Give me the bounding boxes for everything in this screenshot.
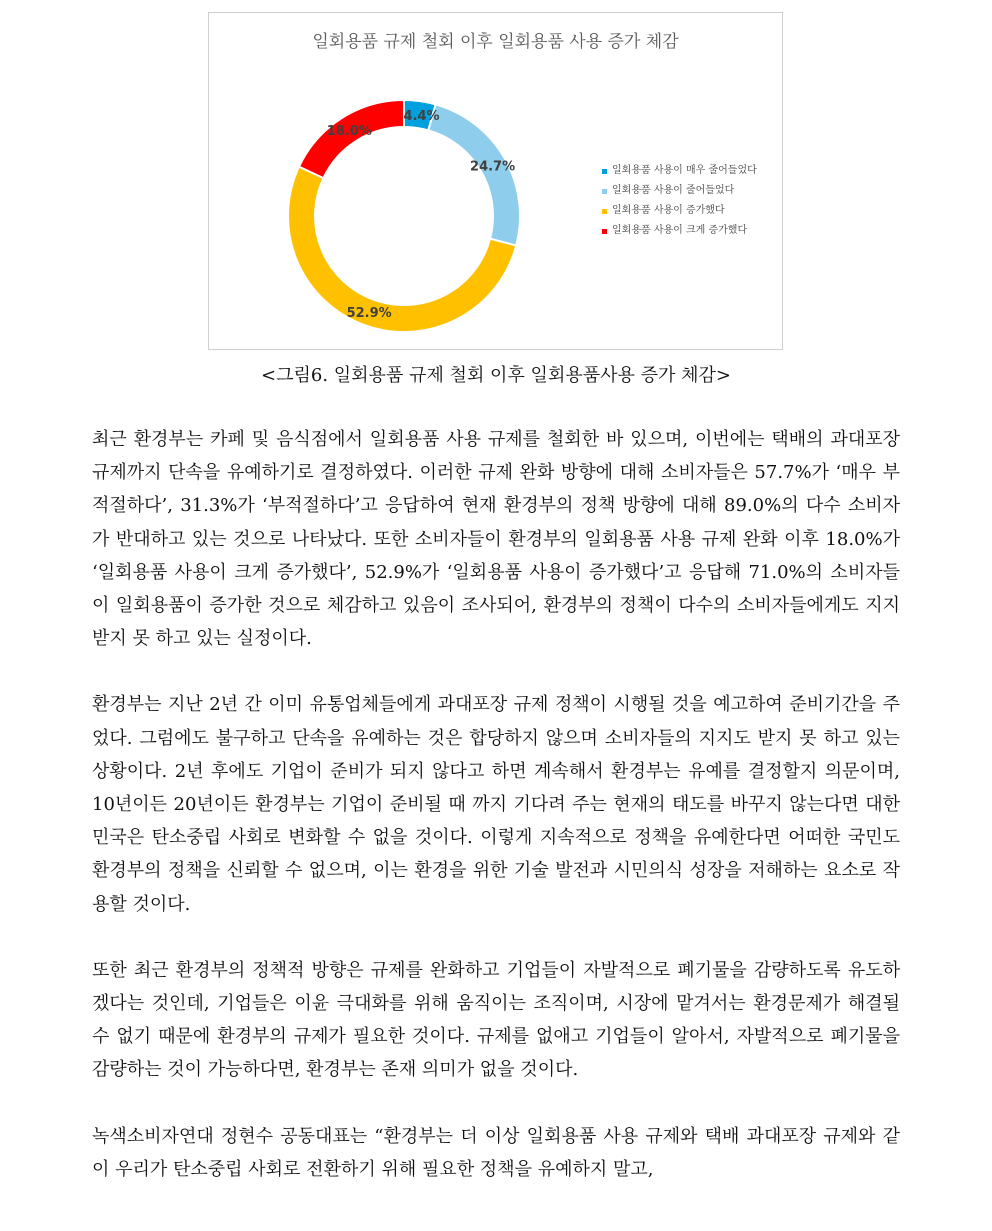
paragraph: 녹색소비자연대 정현수 공동대표는 “환경부는 더 이상 일회용품 사용 규제와 택배 과대포장 규제와 같이 우리가 탄소중립 사회로 전환하기 위해 필요한 정책을 유예하지 말고, [92,1125,900,1180]
legend-item [602,165,757,185]
donut-data-label: 52.9% [346,305,392,321]
figure-frame [208,12,783,350]
legend-label: 일회용품 사용이 크게 증가했다 [612,225,748,236]
donut-data-label: 4.4% [403,109,440,125]
paragraph: 환경부는 지난 2년 간 이미 유통업체들에게 과대포장 규제 정책이 시행될 것을 예고하여 준비기간을 주었다. 그럼에도 불구하고 단속을 유예하는 것은 합당하지 않으며 소비자들의 지지도 받지 못 하고 있는 상황이다. 2년 후에도 기업이 준비가 되지 않다고 하면 계속해서 환경부는 유예를 결정할지 의문이며, 10년이든 20년이든 환경부는 기업이 준비될 때 까지 기다려 주는 현재의 태도를 바꾸지 않는다면 대한민국은 탄소중립 사회로 변화할 수 없을 것이다. 이렇게 지속적으로 정책을 유예한다면 어떠한 국민도 환경부의 정책을 신뢰할 수 없으며, 이는 환경을 위한 기술 발전과 시민의식 성장을 저해하는 요소로 작용할 것이다. [92,694,900,915]
legend-label: 일회용품 사용이 줄어들었다 [612,185,735,196]
legend-swatch [602,169,607,174]
legend-item [602,225,757,245]
legend-label: 일회용품 사용이 매우 줄어들었다 [612,165,757,176]
paragraph: 최근 환경부는 카페 및 음식점에서 일회용품 사용 규제를 철회한 바 있으며, 이번에는 택배의 과대포장 규제까지 단속을 유예하기로 결정하였다. 이러한 규제 완화 방향에 대해 소비자들은 57.7%가 ‘매우 부적절하다’, 31.3%가 ‘부적절하다’고 응답하여 현재 환경부의 정책 방향에 대해 89.0%의 다수 소비자가 반대하고 있는 것으로 나타났다. 또한 소비자들이 환경부의 일회용품 사용 규제 완화 이후 18.0%가 ‘일회용품 사용이 크게 증가했다’, 52.9%가 ‘일회용품 사용이 증가했다’고 응답해 71.0%의 소비자들이 일회용품이 증가한 것으로 체감하고 있음이 조사되어, 환경부의 정책이 다수의 소비자들에게도 지지받지 못 하고 있는 실정이다. [92,429,900,650]
article-body [92,423,900,1219]
legend-label: 일회용품 사용이 증가했다 [612,205,725,216]
donut-data-label: 24.7% [470,159,516,175]
legend-item [602,205,757,225]
paragraph: 또한 최근 환경부의 정책적 방향은 규제를 완화하고 기업들이 자발적으로 폐기물을 감량하도록 유도하겠다는 것인데, 기업들은 이윤 극대화를 위해 움직이는 조직이며, 시장에 맡겨서는 환경문제가 해결될 수 없기 때문에 환경부의 규제가 필요한 것이다. 규제를 없애고 기업들이 알아서, 자발적으로 폐기물을 감량하는 것이 가능하다면, 환경부는 존재 의미가 없을 것이다. [92,959,900,1081]
legend-swatch [602,209,607,214]
donut-data-label: 18.0% [326,123,372,139]
donut-slice [428,104,520,245]
legend-item [602,185,757,205]
chart-legend [602,165,757,245]
donut-slice [288,167,516,332]
chart-title: 일회용품 규제 철회 이후 일회용품 사용 증가 체감 [312,32,679,52]
figure-caption: <그림6. 일회용품 규제 철회 이후 일회용품사용 증가 체감> [261,365,731,386]
donut-slice [299,100,404,178]
legend-swatch [602,189,607,194]
legend-swatch [602,229,607,234]
